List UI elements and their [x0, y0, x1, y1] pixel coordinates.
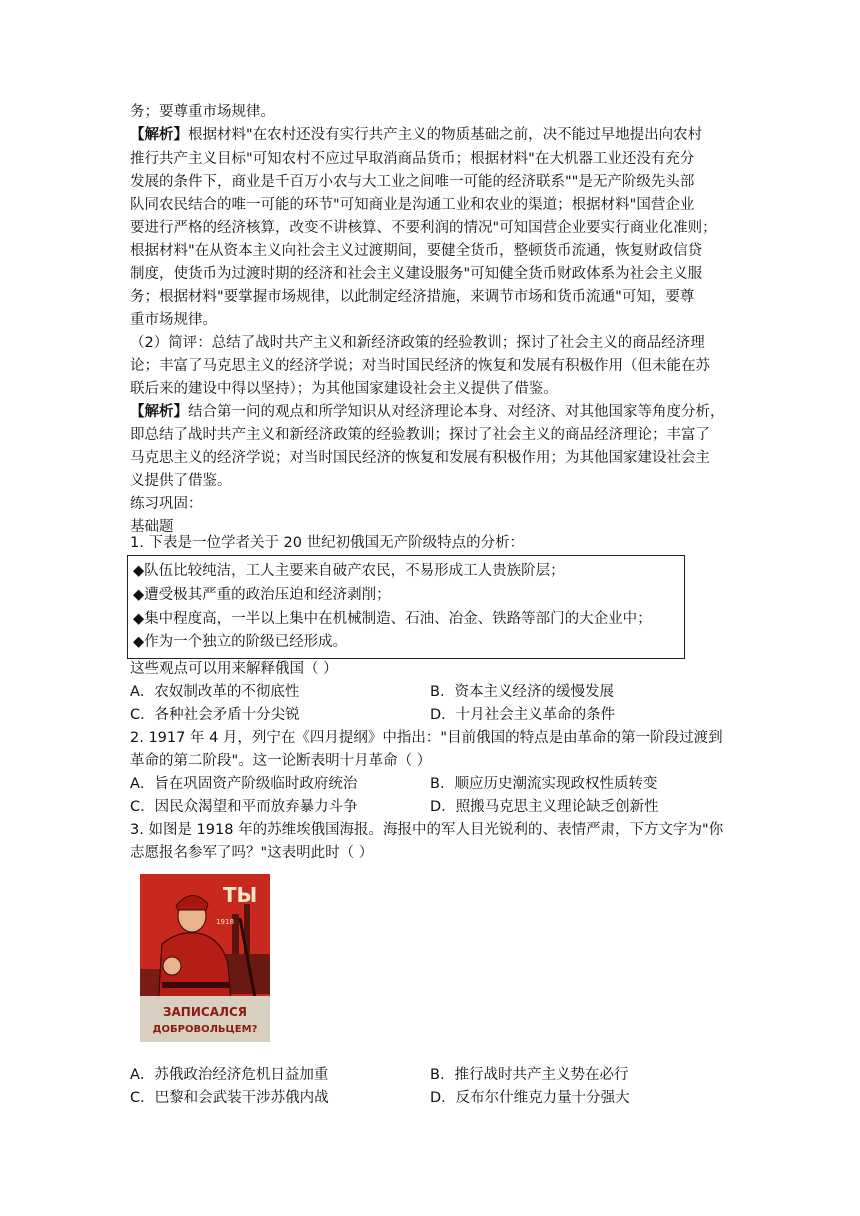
subsection-heading: 基础题 [130, 519, 174, 535]
poster-year: 1918 [216, 918, 234, 926]
analysis-line: 即总结了战时共产主义和新经济政策的经验教训；探讨了社会主义的商品经济理论；丰富了 [130, 427, 710, 443]
table-row: ◆作为一个独立的阶级已经形成。 [133, 634, 348, 650]
analysis-table [127, 555, 685, 659]
question-2-stem: 2. 1917 年 4 月，列宁在《四月提纲》中指出："目前俄国的特点是由革命的第一阶段过渡到 [130, 730, 723, 746]
option-d: D．反布尔什维克力量十分强大 [430, 1090, 630, 1106]
poster-caption-1: ЗАПИСАЛСЯ [162, 1005, 248, 1019]
section-heading: 练习巩固： [130, 496, 203, 512]
analysis-line: 队同农民结合的唯一可能的环节"可知商业是沟通工业和农业的渠道；根据材料"国营企业 [130, 197, 695, 213]
option-c: C．因民众渴望和平而放弃暴力斗争 [130, 799, 358, 815]
table-row: ◆遭受极其严重的政治压迫和经济剥削； [133, 587, 391, 603]
poster-illustration [140, 874, 270, 1042]
comment-line: （2）简评：总结了战时共产主义和新经济政策的经验教训；探讨了社会主义的商品经济理 [130, 335, 705, 351]
option-b: B．资本主义经济的缓慢发展 [430, 684, 614, 700]
analysis-line: 务；根据材料"要掌握市场规律，以此制定经济措施，来调节市场和货币流通"可知，要尊 [130, 289, 695, 305]
question-3-stem: 志愿报名参军了吗？"这表明此时（ ） [130, 845, 374, 861]
table-row: ◆集中程度高，一半以上集中在机械制造、石油、冶金、铁路等部门的大企业中； [133, 611, 652, 627]
option-b: B．顺应历史潮流实现政权性质转变 [430, 776, 658, 792]
analysis-line: 马克思主义的经济学说；对当时国民经济的恢复和发展有积极作用；为其他国家建设社会主 [130, 450, 710, 466]
poster-top-word: ТЫ [222, 883, 258, 907]
analysis-line: 重市场规律。 [130, 312, 217, 328]
analysis-line: 根据材料"在从资本主义向社会主义过渡期间，要健全货币，整顿货币流通，恢复财政信贷 [130, 243, 703, 259]
option-d: D．十月社会主义革命的条件 [430, 707, 616, 723]
table-row: ◆队伍比较纯洁，工人主要来自破产农民，不易形成工人贵族阶层； [133, 563, 565, 579]
question-2-stem: 革命的第二阶段"。这一论断表明十月革命（ ） [130, 753, 432, 769]
comment-line: 论；丰富了马克思主义的经济学说；对当时国民经济的恢复和发展有积极作用（但未能在苏 [130, 358, 710, 374]
analysis-line: 义提供了借鉴。 [130, 473, 232, 489]
question-1-prompt: 这些观点可以用来解释俄国（ ） [130, 661, 338, 677]
option-a: A．苏俄政治经济危机日益加重 [130, 1067, 329, 1083]
analysis-paragraph-2: 【解析】结合第一问的观点和所学知识从对经济理论本身、对经济、对其他国家等角度分析， [130, 404, 725, 420]
analysis-paragraph-1: 【解析】根据材料"在农村还没有实行共产主义的物质基础之前，决不能过早地提出向农村 [130, 127, 703, 143]
analysis-line: 要进行严格的经济核算，改变不讲核算、不要利润的情况"可知国营企业要实行商业化准则； [130, 220, 717, 236]
analysis-tag: 【解析】 [130, 404, 188, 420]
option-a: A．农奴制改革的不彻底性 [130, 684, 300, 700]
answer-tail: 务；要尊重市场规律。 [130, 104, 275, 120]
propaganda-poster-image [140, 874, 270, 1042]
option-c: C．巴黎和会武装干涉苏俄内战 [130, 1090, 329, 1106]
option-d: D．照搬马克思主义理论缺乏创新性 [430, 799, 659, 815]
option-c: C．各种社会矛盾十分尖锐 [130, 707, 300, 723]
option-b: B．推行战时共产主义势在必行 [430, 1067, 629, 1083]
question-3-stem: 3. 如图是 1918 年的苏维埃俄国海报。海报中的军人目光锐利的、表情严肃，下方文字为"你 [130, 822, 724, 838]
comment-line: 联后来的建设中得以坚持）；为其他国家建设社会主义提供了借鉴。 [130, 381, 558, 397]
poster-caption-2: ДОБРОВОЛЬЦЕМ? [152, 1024, 258, 1035]
option-a: A．旨在巩固资产阶级临时政府统治 [130, 776, 358, 792]
question-1-stem: 1. 下表是一位学者关于 20 世纪初俄国无产阶级特点的分析： [130, 535, 525, 551]
analysis-tag: 【解析】 [130, 127, 188, 143]
analysis-line: 制度，使货币为过渡时期的经济和社会主义建设服务"可知健全货币财政体系为社会主义服 [130, 266, 703, 282]
analysis-line: 推行共产主义目标"可知农村不应过早取消商品货币；根据材料"在大机器工业还没有充分 [130, 151, 695, 167]
analysis-line: 发展的条件下，商业是千百万小农与大工业之间唯一可能的经济联系""是无产阶级先头部 [130, 174, 695, 190]
